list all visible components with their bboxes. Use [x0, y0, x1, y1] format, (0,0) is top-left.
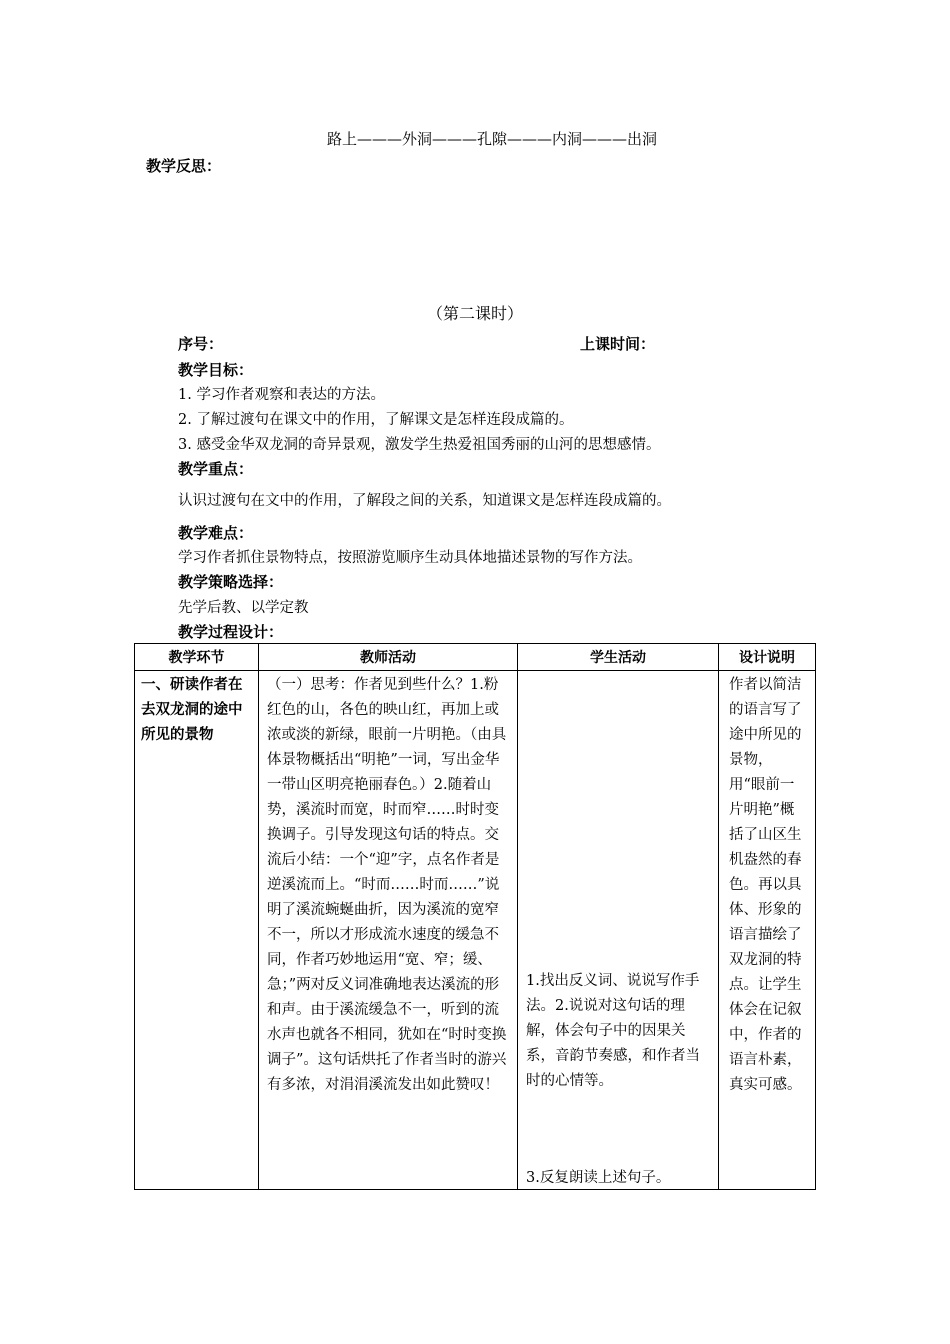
design-text: 作者以简洁的语言写了途中所见的景物，用“眼前一片明艳”概括了山区生机盎然的春色。再以具体、形象的语言描绘了双龙洞的特点。让学生体会在记叙中，作者的语言朴素，真实可感。: [729, 677, 802, 1093]
route-line: 路上———外洞———孔隙———内洞———出洞: [326, 130, 657, 148]
strategy-text: 先学后教、以学定教: [178, 600, 309, 616]
design-cell: [719, 671, 816, 1190]
goals-label: 教学目标：: [178, 361, 254, 379]
teacher-text: （一）思考：作者见到些什么？1.粉红色的山，各色的映山红，再加上或浓或淡的新绿，眼前一片明艳。（由具体景物概括出“明艳”一词，写出金华一带山区明亮艳丽春色。）2.随着山势，溪流时而宽，时而窄……时时变换调子。引导发现这句话的特点。交流后小结：一个“迎”字，点名作者是逆溪流而上。“时而……时而……”说明了溪流蜿蜒曲折，因为溪流的宽窄不一，所以才形成流水速度的缓急不同，作者巧妙地运用“宽、窄；缓、急；”两对反义词准确地表达溪流的形和声。由于溪流缓急不一，听到的流水声也就各不相同，犹如在“时时变换调子”。这句话烘托了作者当时的游兴有多浓，对涓涓溪流发出如此赞叹！: [267, 677, 507, 1093]
reflection-label: 教学反思：: [146, 157, 222, 175]
student-text: 1.找出反义词、说说写作手法。2.说说对这句话的理解，体会句子中的因果关系，音韵节奏感，和作者当时的心情等。: [526, 973, 700, 1089]
goal-item-3: 3. 感受金华双龙洞的奇异景观，激发学生热爱祖国秀丽的山河的思想感情。: [178, 437, 661, 453]
header-stage: 教学环节: [135, 644, 259, 671]
header-student: 学生活动: [518, 644, 719, 671]
strategy-label: 教学策略选择：: [178, 573, 284, 591]
student-cell: [518, 671, 719, 1190]
stage-cell: [135, 671, 259, 1190]
table-header-row: [135, 644, 816, 671]
serial-label: 序号：: [178, 335, 224, 353]
goal-item-1: 1. 学习作者观察和表达的方法。: [178, 387, 385, 403]
teacher-cell: [259, 671, 518, 1190]
process-table: [134, 643, 816, 1190]
class-time-label: 上课时间：: [580, 335, 656, 353]
difficulties-text: 学习作者抓住景物特点，按照游览顺序生动具体地描述景物的写作方法。: [178, 550, 642, 566]
header-teacher: 教师活动: [259, 644, 518, 671]
period-title: （第二课时）: [426, 304, 523, 323]
goal-item-2: 2. 了解过渡句在课文中的作用，了解课文是怎样连段成篇的。: [178, 412, 574, 428]
difficulties-label: 教学难点：: [178, 524, 254, 542]
key-points-label: 教学重点：: [178, 460, 254, 478]
student-text-last: 3.反复朗读上述句子。: [526, 1170, 671, 1186]
key-points-text: 认识过渡句在文中的作用，了解段之间的关系，知道课文是怎样连段成篇的。: [178, 493, 671, 509]
table-row: [135, 671, 816, 1190]
process-label: 教学过程设计：: [178, 623, 284, 641]
header-design: 设计说明: [719, 644, 816, 671]
stage-text: 一、研读作者在去双龙洞的途中所见的景物: [141, 677, 243, 743]
